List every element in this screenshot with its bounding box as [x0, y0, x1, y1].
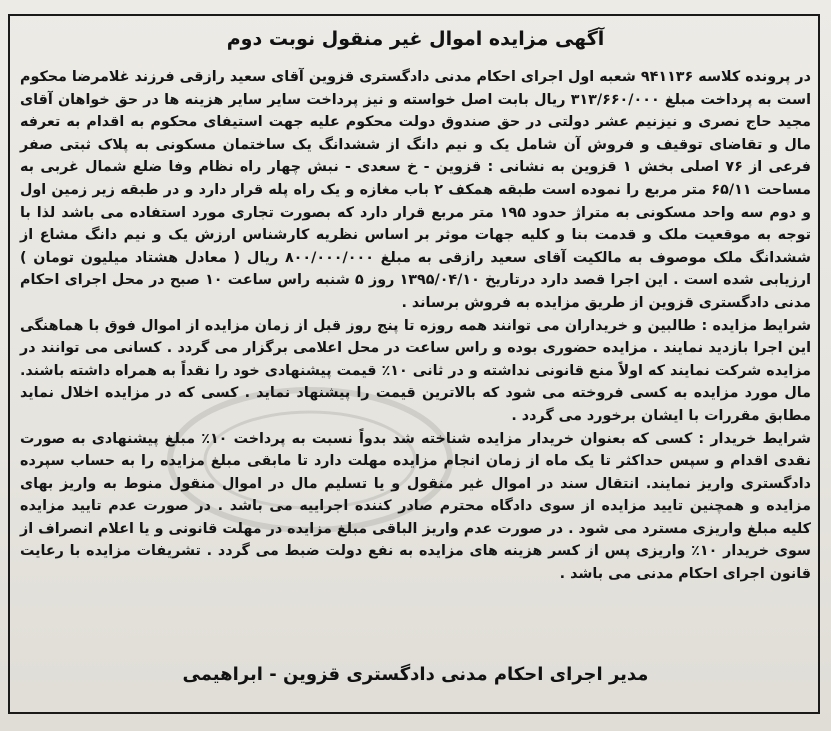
notice-title: آگهی مزایده اموال غیر منقول نوبت دوم [226, 28, 605, 50]
notice-paragraph-main: در پرونده کلاسه ۹۴۱۱۳۶ شعبه اول اجرای احکام مدنی دادگستری قزوین آقای سعید رازقی فرزند غلامرضا محکوم است به پرداخت مبلغ ۳۱۳/۶۶۰/۰۰۰ ریال بابت اصل خواسته و نیز پرداخت سایر سایر هزینه ها در حق خواهان آقای مجید حاج نصری و نیزنیم عشر دولتی در حق صندوق دولت محکوم علیه جهت استیفای محکوم به اقدام به تعرفه مال و تقاضای توقیف و فروش آن شامل یک و نیم دانگ از ششدانگ یک ساختمان مسکونی به پلاک ثبتی صفر فرعی از ۷۶ اصلی بخش ۱ قزوین به نشانی : قزوین - خ سعدی - نبش چهار راه نظام وفا ضلع شمال غربی به مساحت ۶۵/۱۱ متر مربع را نموده است طبقه همکف ۲ باب مغازه و یک راه پله قرار دارد و در طبقه زیر زمین اول و دوم سه واحد مسکونی به متراژ حدود ۱۹۵ متر مربع قرار دارد که بصورت تجاری مورد استفاده می باشد لذا با توجه به موقعیت ملک و قدمت بنا و کلیه جهات موثر بر اساس نظریه کارشناس ارزش یک و نیم دانگ مشاع از ششدانگ ملک موصوف به مالکیت آقای سعید رازقی به مبلغ ۸۰۰/۰۰۰/۰۰۰ ریال ( معادل هشتاد میلیون تومان ) ارزیابی شده است . این اجرا قصد دارد درتاریخ ۱۳۹۵/۰۴/۱۰ روز ۵ شنبه راس ساعت ۱۰ صبح در محل اجرای احکام مدنی دادگستری قزوین از طریق مزایده به فروش برساند . [20, 69, 811, 311]
notice-signature: مدیر اجرای احکام مدنی دادگستری قزوین - ابراهیمی [182, 664, 649, 685]
notice-body [20, 66, 811, 586]
notice-paragraph-auction-terms: شرایط مزایده : طالبین و خریداران می توانند همه روزه تا پنج روز قبل از زمان مزایده از اموال فوق با هماهنگی این اجرا بازدید نمایند . مزایده حضوری بوده و راس ساعت در محل اعلامی برگزار می گردد . کسانی می توانند در مزایده شرکت نمایند که اولاً منع قانونی نداشته و در ثانی ۱۰٪ قیمت پیشنهادی خود را نقداً به همراه داشته باشند. مال مورد مزایده به کسی فروخته می شود که بالاترین قیمت را پیشنهاد نماید . کسی که در مزایده اخلال نماید مطابق مقررات با ایشان برخورد می گردد . [20, 317, 811, 424]
notice-paragraph-buyer-terms: شرایط خریدار : کسی که بعنوان خریدار مزایده شناخته شد بدواً نسبت به پرداخت ۱۰٪ مبلغ پیشنهادی به صورت نقدی اقدام و سپس حداکثر تا یک ماه از زمان انجام مزایده مهلت دارد تا مابقی مبلغ مزایده را به حساب سپرده دادگستری واریز نمایند. انتقال سند در اموال غیر منقول و یا تسلیم مال در اموال منقول منوط به واریز بهای مزایده و همچنین تایید مزایده از سوی دادگاه محترم صادر کننده اجراییه می باشد . در صورت عدم تایید مزایده کلیه مبلغ واریزی مسترد می شود . در صورت عدم واریز الباقی مبلغ مزایده در مهلت قانونی و یا اعلام انصراف از سوی خریدار ۱۰٪ واریزی پس از کسر هزینه های مزایده به نفع دولت ضبط می گردد . تشریفات مزایده با رعایت قانون اجرای احکام مدنی می باشد . [20, 430, 811, 583]
